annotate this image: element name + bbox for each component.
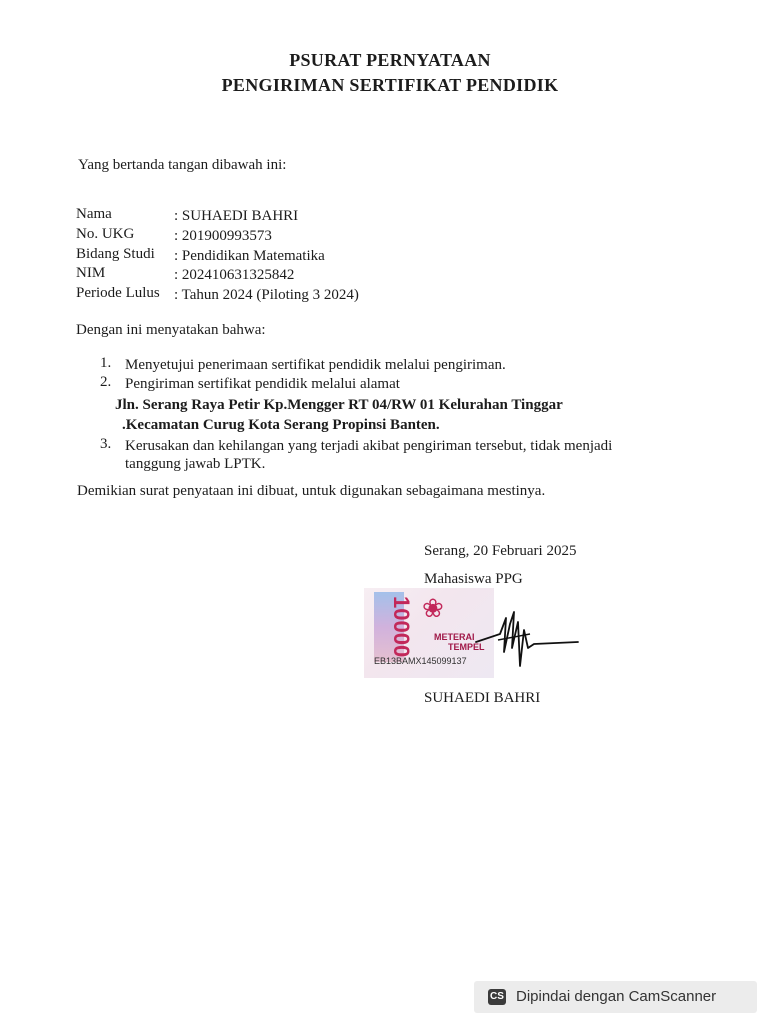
field-value-bidang: : Pendidikan Matematika (174, 248, 325, 264)
signer-name: SUHAEDI BAHRI (424, 690, 541, 706)
field-label-periode: Periode Lulus (76, 285, 160, 301)
camscanner-label: Dipindai dengan CamScanner (516, 988, 717, 1005)
place-date: Serang, 20 Februari 2025 (424, 543, 577, 559)
field-label-nim: NIM (76, 265, 106, 281)
field-value-ukg: : 201900993573 (174, 228, 272, 244)
item-text-3-cont: tanggung jawab LPTK. (125, 456, 266, 472)
garuda-emblem-icon: ❀ (422, 594, 444, 623)
document-title-line1: PSURAT PERNYATAAN (289, 50, 491, 70)
field-label-nama: Nama (76, 206, 112, 222)
stamp-label-meterai: METERAI (434, 632, 475, 642)
address-line-1: Jln. Serang Raya Petir Kp.Mengger RT 04/RW 01 Kelurahan Tinggar (115, 397, 563, 413)
signer-role: Mahasiswa PPG (424, 571, 523, 587)
address-line-2: .Kecamatan Curug Kota Serang Propinsi Banten. (122, 417, 440, 433)
document-title-line2: PENGIRIMAN SERTIFIKAT PENDIDIK (221, 75, 559, 95)
field-value-nama: : SUHAEDI BAHRI (174, 208, 299, 224)
stamp-value: 10000 (389, 596, 414, 658)
camscanner-icon: CS (488, 989, 506, 1005)
field-value-periode: : Tahun 2024 (Piloting 3 2024) (174, 287, 359, 303)
field-label-bidang: Bidang Studi (76, 246, 155, 262)
stamp-serial: EB13BAMX145099137 (374, 656, 467, 666)
item-text-1: Menyetujui penerimaan sertifikat pendidik melalui pengiriman. (125, 357, 506, 373)
stamp-label-tempel: TEMPEL (448, 642, 485, 652)
item-number-3: 3. (100, 436, 112, 452)
closing-text: Demikian surat penyataan ini dibuat, untuk digunakan sebagaimana mestinya. (77, 483, 546, 499)
camscanner-badge (474, 981, 757, 1013)
statement-intro: Dengan ini menyatakan bahwa: (76, 322, 266, 338)
item-number-1: 1. (100, 355, 112, 371)
item-number-2: 2. (100, 374, 112, 390)
field-label-ukg: No. UKG (76, 226, 135, 242)
signature (470, 604, 582, 678)
item-text-2: Pengiriman sertifikat pendidik melalui alamat (125, 376, 400, 392)
intro-text: Yang bertanda tangan dibawah ini: (78, 157, 287, 173)
field-value-nim: : 202410631325842 (174, 267, 295, 283)
item-text-3: Kerusakan dan kehilangan yang terjadi akibat pengiriman tersebut, tidak menjadi (125, 438, 613, 454)
